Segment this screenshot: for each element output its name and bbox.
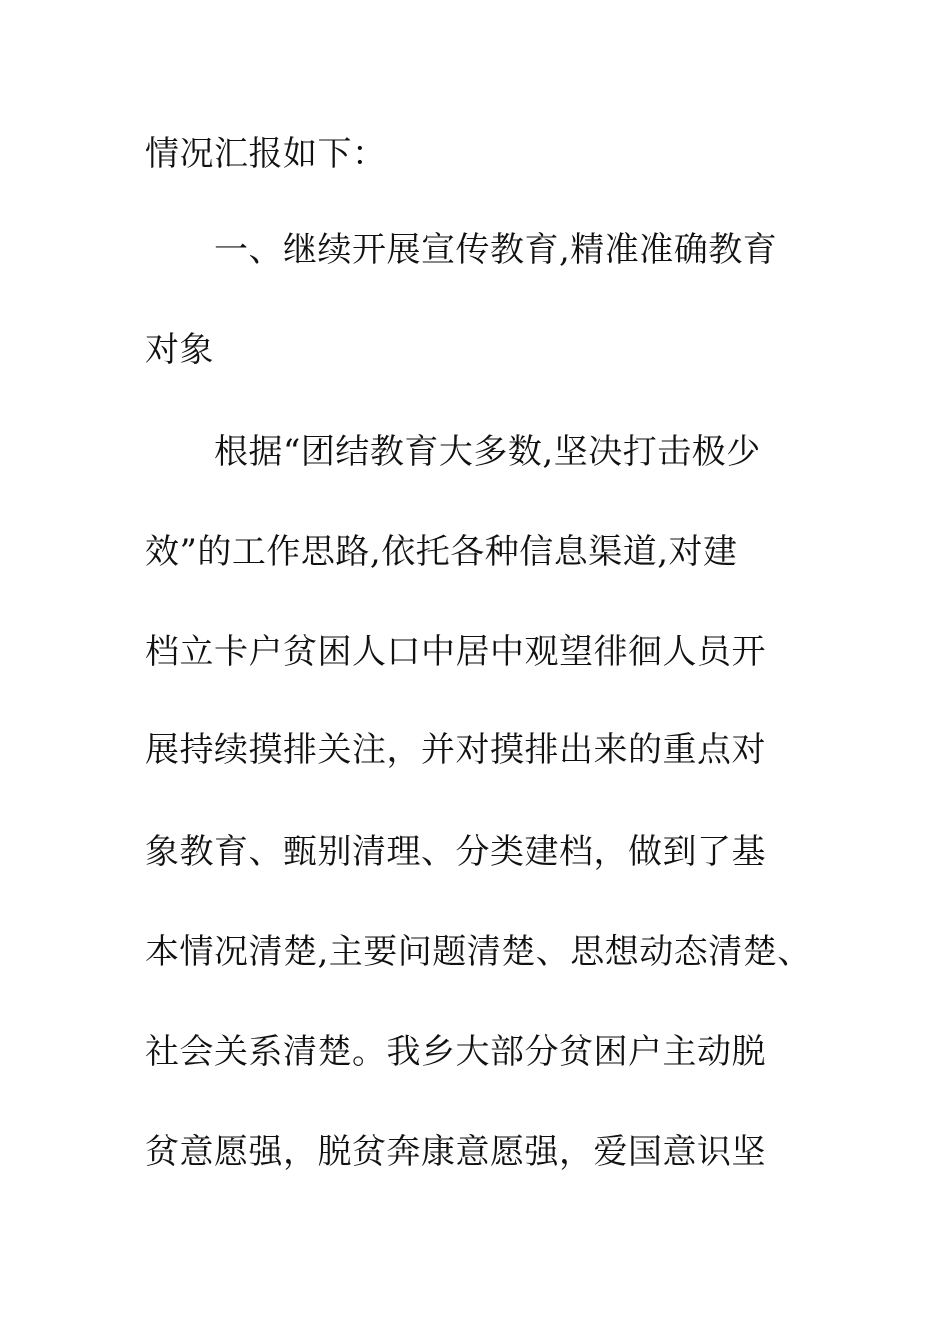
paragraph-line-6: 本情况清楚,主要问题清楚、思想动态清楚、	[145, 932, 812, 972]
paragraph-line-8: 贫意愿强，脱贫奔康意愿强，爱国意识坚	[145, 1132, 766, 1172]
paragraph-line-2: 效”的工作思路,依托各种信息渠道,对建	[145, 532, 738, 572]
paragraph-line-5: 象教育、甄别清理、分类建档，做到了基	[145, 832, 766, 872]
paragraph-line-3: 档立卡户贫困人口中居中观望徘徊人员开	[145, 632, 766, 672]
text-line-1: 情况汇报如下：	[145, 134, 387, 174]
section-heading-line-1: 一、继续开展宣传教育,精准准确教育	[214, 230, 778, 270]
paragraph-line-7: 社会关系清楚。我乡大部分贫困户主动脱	[145, 1032, 766, 1072]
paragraph-line-1: 根据“团结教育大多数,坚决打击极少	[214, 432, 761, 472]
section-heading-line-2: 对象	[145, 330, 214, 370]
paragraph-line-4: 展持续摸排关注，并对摸排出来的重点对	[145, 730, 766, 770]
